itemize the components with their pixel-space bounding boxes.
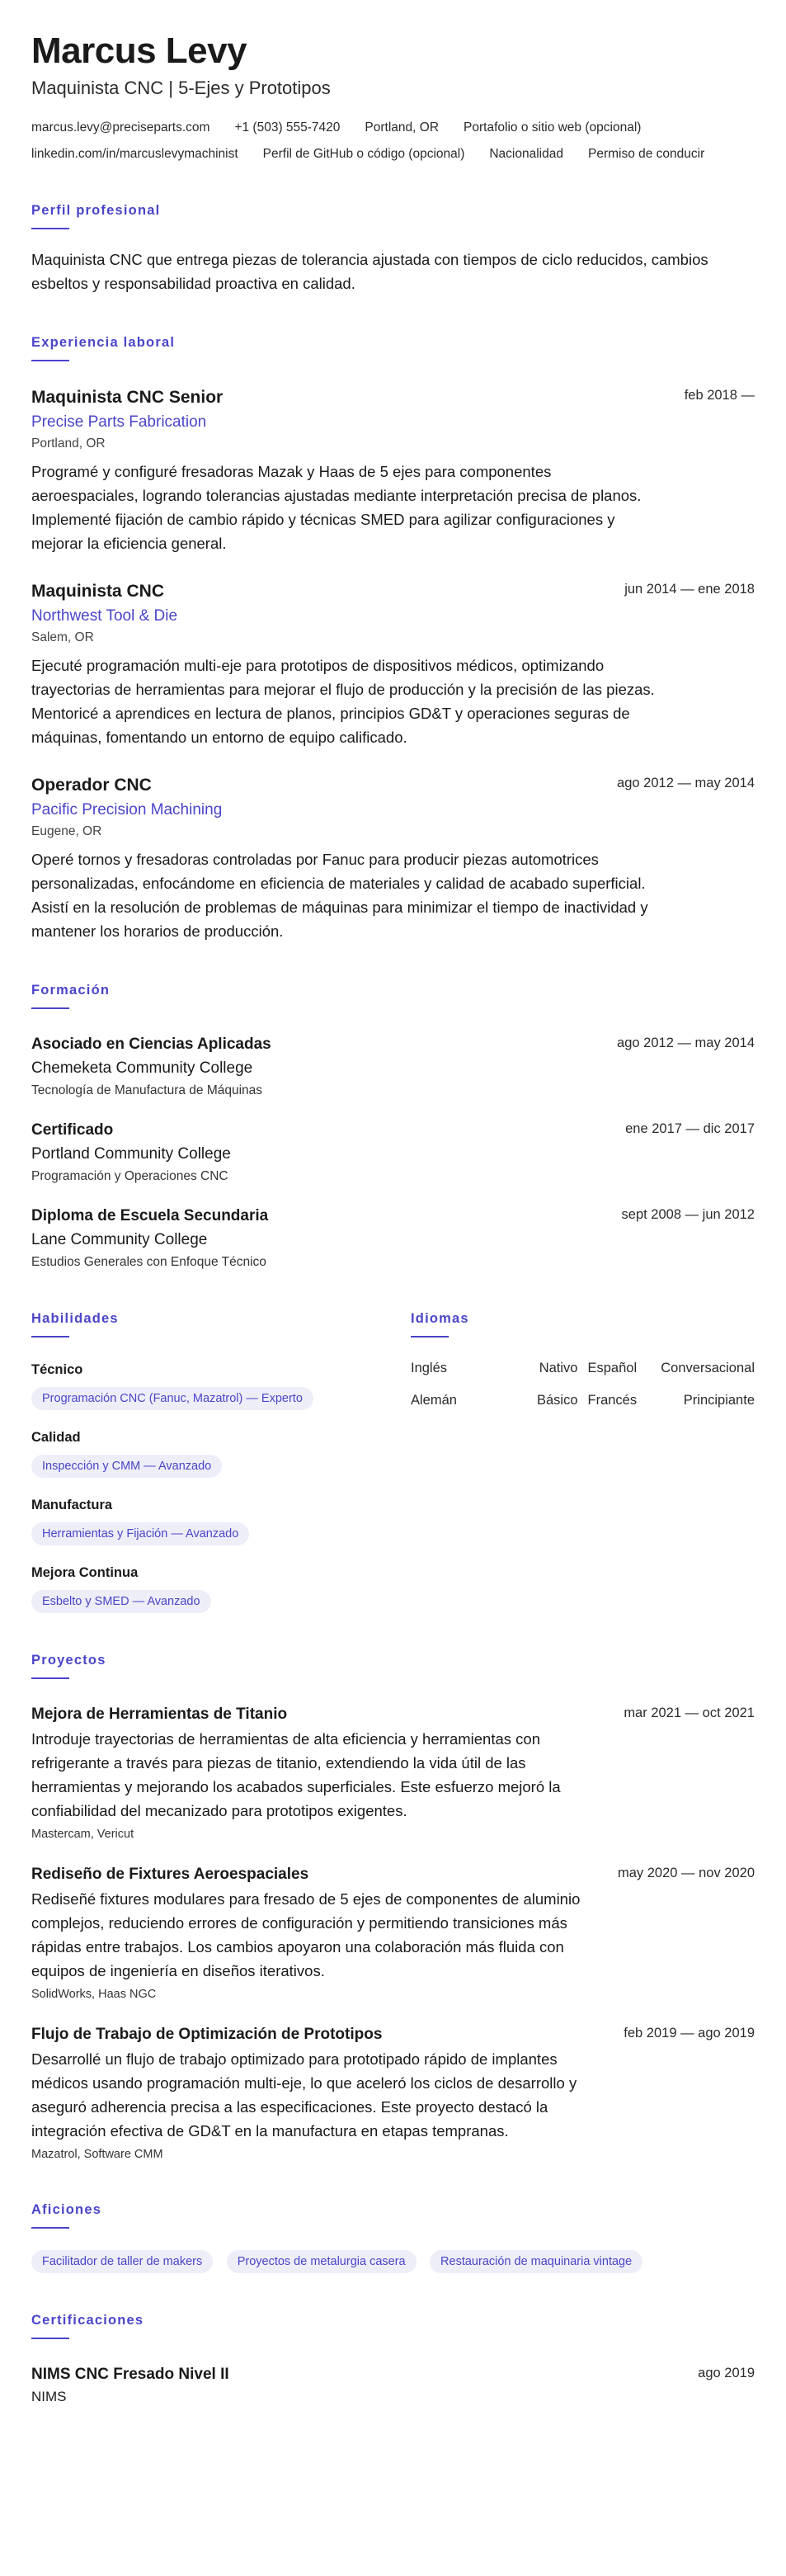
candidate-name: Marcus Levy (31, 31, 247, 71)
job-company: Northwest Tool & Die (31, 607, 178, 625)
section-title-profile: Perfil profesional (31, 203, 161, 218)
skill-category: Técnico (31, 1362, 83, 1377)
education-degree: Certificado (31, 1121, 114, 1139)
skill-chip: Programación CNC (Fanuc, Mazatrol) — Experto (31, 1387, 313, 1410)
section-title-certifications: Certificaciones (31, 2313, 144, 2328)
education-degree: Diploma de Escuela Secundaria (31, 1207, 269, 1224)
job-location: Eugene, OR (31, 824, 102, 838)
job-description: Operé tornos y fresadoras controladas por Fanuc para producir piezas automotrices personalizadas, enfocándome en eficiencia de materiales y calidad de acabado superficial. Asistí en la resolución de problemas de máquinas para minimizar el tiempo de inactividad y mantener los horarios de producción. (31, 851, 648, 940)
hobby-chips (31, 2242, 755, 2273)
candidate-title: Maquinista CNC | 5-Ejes y Prototipos (31, 78, 331, 98)
certification-title: NIMS CNC Fresado Nivel II (31, 2366, 229, 2383)
language-name: Español (587, 1361, 638, 1375)
job-location: Portland, OR (31, 436, 106, 451)
skill-category: Mejora Continua (31, 1565, 139, 1580)
project-dates: may 2020 — nov 2020 (617, 1866, 755, 1880)
project-tools: Mazatrol, Software CMM (31, 2148, 163, 2161)
project-entry (31, 1864, 755, 2003)
education-field: Tecnología de Manufactura de Máquinas (31, 1083, 263, 1097)
projects-section (31, 1651, 755, 2163)
language-level: Conversacional (661, 1361, 755, 1375)
skills-languages-row (31, 1309, 755, 1613)
skill-chip: Herramientas y Fijación — Avanzado (31, 1522, 249, 1545)
education-school: Lane Community College (31, 1231, 208, 1248)
language-item (588, 1361, 755, 1376)
job-company: Precise Parts Fabrication (31, 413, 207, 431)
education-school: Chemeketa Community College (31, 1059, 253, 1077)
education-section (31, 981, 755, 1271)
section-divider (31, 2227, 69, 2229)
project-title: Flujo de Trabajo de Optimización de Prototipos (31, 2026, 383, 2043)
section-divider (31, 1007, 69, 1009)
skill-chip: Inspección y CMM — Avanzado (31, 1455, 222, 1478)
job-entry (31, 386, 755, 555)
section-divider (411, 1336, 449, 1338)
section-divider (31, 1677, 69, 1679)
certification-entry (31, 2364, 755, 2407)
education-dates: ago 2012 — may 2014 (617, 1036, 755, 1050)
project-description: Desarrollé un flujo de trabajo optimizado para prototipado rápido de implantes médicos usando programación multi-eje, lo que aceleró los ciclos de desarrollo y aseguró adherencia precisa a las especificaciones. Este proyecto destacó la integración efectiva de GD&T en la manufactura en etapas tempranas. (31, 2050, 577, 2140)
project-dates: mar 2021 — oct 2021 (624, 1706, 755, 1720)
contact-list (31, 119, 757, 163)
languages-section (411, 1309, 755, 1613)
hobbies-section (31, 2201, 755, 2273)
job-entry (31, 774, 755, 943)
education-field: Programación y Operaciones CNC (31, 1169, 228, 1183)
project-tools: SolidWorks, Haas NGC (31, 1988, 157, 2001)
job-company: Pacific Precision Machining (31, 801, 223, 819)
section-title-hobbies: Aficiones (31, 2202, 102, 2217)
project-entry (31, 2024, 755, 2163)
section-title-education: Formación (31, 983, 111, 998)
language-row (411, 1393, 755, 1408)
education-field: Estudios Generales con Enfoque Técnico (31, 1255, 266, 1269)
contact-nationality: Nacionalidad (489, 147, 563, 161)
section-title-projects: Proyectos (31, 1653, 106, 1668)
job-entry (31, 580, 755, 749)
language-row (411, 1361, 755, 1376)
section-title-experience: Experiencia laboral (31, 335, 176, 350)
header (31, 30, 755, 163)
contact-phone[interactable]: +1 (503) 555-7420 (234, 120, 341, 134)
language-item (411, 1393, 578, 1408)
job-description: Programé y configuré fresadoras Mazak y Haas de 5 ejes para componentes aeroespaciales, logrando tolerancias ajustadas mediante interpretación precisa de planos. Implementé fijación de cambio rápido y técnicas SMED para agilizar configuraciones y mejorar la eficiencia general. (31, 463, 642, 552)
education-entry (31, 1120, 755, 1186)
language-name: Inglés (411, 1361, 448, 1375)
project-description: Rediseñé fixtures modulares para fresado de 5 ejes de componentes de aluminio complejos, reduciendo errores de configuración y permitiendo transiciones más rápidas entre trabajos. Los cambios apoyaron una colaboración más fluida con equipos de ingeniería en diseños iterativos. (31, 1890, 581, 1979)
contact-linkedin[interactable]: linkedin.com/in/marcuslevymachinist (31, 147, 238, 161)
language-item (588, 1393, 755, 1408)
project-description: Introduje trayectorias de herramientas de alta eficiencia y herramientas con refrigerante a través para piezas de titanio, extendiendo la vida útil de las herramientas y mejorando los acabados superficiales. Este esfuerzo mejoró la confiabilidad del mecanizado para prototipos exigentes. (31, 1730, 561, 1819)
job-dates: feb 2018 — (684, 388, 755, 403)
job-title: Operador CNC (31, 776, 152, 795)
skills-section (31, 1309, 411, 1613)
language-name: Francés (587, 1393, 638, 1408)
certification-issuer: NIMS (31, 2389, 67, 2404)
education-dates: ene 2017 — dic 2017 (625, 1121, 755, 1136)
certifications-section (31, 2311, 755, 2407)
language-level: Básico (536, 1393, 578, 1408)
project-title: Mejora de Herramientas de Titanio (31, 1706, 288, 1723)
project-dates: feb 2019 — ago 2019 (624, 2026, 755, 2041)
project-entry (31, 1704, 755, 1842)
contact-driving-license: Permiso de conducir (587, 147, 705, 161)
skill-chip: Esbelto y SMED — Avanzado (31, 1590, 211, 1613)
skill-category: Manufactura (31, 1498, 113, 1512)
job-description: Ejecuté programación multi-eje para prototipos de dispositivos médicos, optimizando trayectorias de herramientas para mejorar el flujo de producción y la precisión de las piezas. Mentoricé a aprendices en lectura de planos, principios GD&T y operaciones seguras de máquinas, fomentando un entorno de equipo calificado. (31, 657, 655, 746)
hobby-chip: Proyectos de metalurgia casera (227, 2250, 417, 2273)
education-dates: sept 2008 — jun 2012 (621, 1207, 755, 1222)
section-divider (31, 1336, 69, 1338)
profile-summary: Maquinista CNC que entrega piezas de tolerancia ajustada con tiempos de ciclo reducidos, cambios esbeltos y responsabilidad proactiva en calidad. (31, 251, 708, 292)
section-title-skills: Habilidades (31, 1311, 119, 1326)
project-title: Rediseño de Fixtures Aeroespaciales (31, 1866, 309, 1883)
education-entry (31, 1205, 755, 1271)
education-degree: Asociado en Ciencias Aplicadas (31, 1036, 271, 1053)
section-title-languages: Idiomas (411, 1311, 469, 1326)
contact-email[interactable]: marcus.levy@preciseparts.com (31, 120, 210, 134)
education-school: Portland Community College (31, 1145, 231, 1163)
contact-location: Portland, OR (365, 120, 440, 134)
section-divider (31, 360, 69, 361)
profile-section (31, 201, 755, 295)
experience-section (31, 333, 755, 943)
job-dates: ago 2012 — may 2014 (617, 776, 755, 790)
language-level: Nativo (539, 1361, 578, 1375)
hobby-chip: Restauración de maquinaria vintage (430, 2250, 642, 2273)
language-name: Alemán (411, 1393, 457, 1408)
job-title: Maquinista CNC Senior (31, 388, 224, 407)
hobby-chip: Facilitador de taller de makers (31, 2250, 213, 2273)
section-divider (31, 228, 69, 229)
section-divider (31, 2338, 69, 2339)
contact-github[interactable]: Perfil de GitHub o código (opcional) (262, 147, 465, 161)
job-title: Maquinista CNC (31, 582, 165, 601)
education-entry (31, 1034, 755, 1100)
language-item (411, 1361, 578, 1376)
language-level: Principiante (683, 1393, 755, 1408)
job-dates: jun 2014 — ene 2018 (624, 582, 755, 597)
contact-portfolio[interactable]: Portafolio o sitio web (opcional) (464, 120, 642, 134)
certification-date: ago 2019 (698, 2366, 755, 2380)
skill-category: Calidad (31, 1430, 81, 1445)
project-tools: Mastercam, Vericut (31, 1828, 134, 1841)
job-location: Salem, OR (31, 630, 94, 644)
